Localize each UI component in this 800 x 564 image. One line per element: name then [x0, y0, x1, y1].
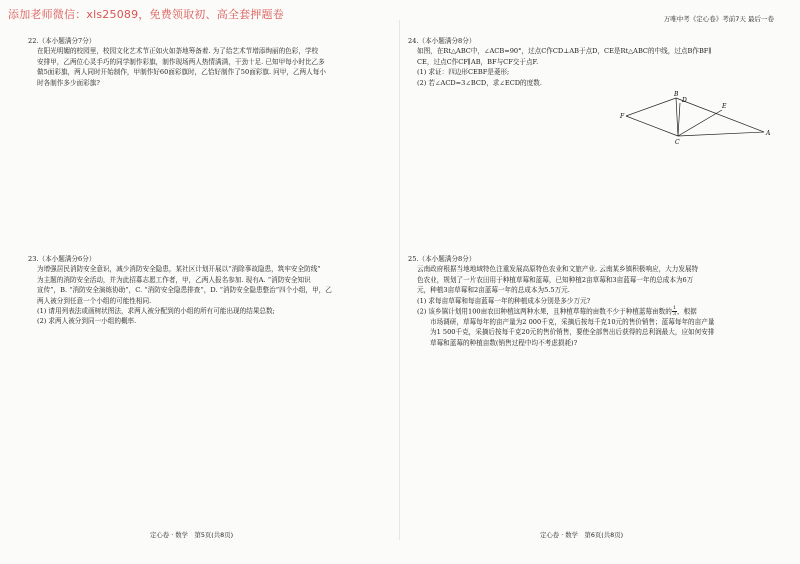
- point-d-label: D: [682, 97, 687, 104]
- fraction-denominator: 3: [672, 311, 676, 318]
- question-23-part-2: (2) 求两人被分到同一小组的概率.: [37, 317, 137, 326]
- point-c-label: C: [675, 139, 680, 146]
- question-25-part-2-line: 为1 500千克，采摘后按每千克20元的售价销售，要使全部售出后获得的总利润最大，应如何安排: [430, 328, 715, 337]
- question-25-line: 元，种植3亩草莓和2亩蓝莓一年的总成本为5.5万元.: [417, 286, 570, 295]
- question-25: [408, 254, 714, 348]
- question-25-part-2: [408, 306, 714, 317]
- question-22-head: 22.（本小题满分7分）: [28, 37, 96, 45]
- question-22-line: 在阳光明媚的校园里，校园文化艺术节正如火如荼地筹备着. 为了给艺术节增添绚丽的色彩，学校: [37, 47, 319, 56]
- segment-fb: [626, 98, 676, 116]
- fraction-numerator: 1: [672, 305, 676, 312]
- segment-fc: [626, 116, 678, 136]
- page-footer-left: 定心卷 · 数学 第5页(共8页): [150, 531, 234, 539]
- point-f-label: F: [620, 113, 625, 120]
- question-25-part-2-line: 草莓和蓝莓的种植亩数(销售过程中均不考虑损耗)?: [430, 338, 578, 347]
- page-footer-right: 定心卷 · 数学 第6页(共8页): [540, 531, 624, 539]
- question-22-body: [28, 46, 326, 88]
- question-23: [28, 254, 332, 327]
- question-23-line: 宣传”，B. “消防安全演练协助”，C. “消防安全隐患排查”，D. “消防安全隐患整治”四个小组，甲，乙: [37, 286, 332, 295]
- segment-cd: [678, 103, 680, 136]
- page-fold: [399, 20, 400, 540]
- question-24: [408, 36, 711, 88]
- question-23-body: [28, 264, 332, 306]
- point-b-label: B: [674, 91, 679, 98]
- question-23-part-1: (1) 请用列表法或画树状图法，求两人被分配到的小组的所有可能出现的结果总数;: [37, 307, 275, 316]
- point-e-label: E: [722, 103, 727, 110]
- question-25-body: [408, 264, 714, 295]
- question-25-part-2-line: 市场调研，草莓每年的亩产量为2 000千克，采摘后按每千克10元的售价销售；蓝莓每年的亩产量: [430, 318, 715, 327]
- running-head: 万唯中考《定心卷》考前7天 最后一卷: [663, 15, 774, 23]
- question-22-line: 时各制作多少面彩旗?: [37, 78, 100, 87]
- question-22: [28, 36, 326, 88]
- question-24-line: CE，过点C作CF∥AB，BF与CF交于点F.: [417, 57, 539, 66]
- question-24-head: 24.（本小题满分8分）: [408, 37, 476, 45]
- question-22-line: 安排甲，乙两位心灵手巧的同学制作彩旗，制作现场两人热情满满，干劲十足. 已知甲每小时比乙多: [37, 57, 325, 66]
- contact-watermark: 添加老师微信：xls25089，免费领取初、高全套押题卷: [8, 8, 284, 21]
- question-23-line: 为主题的消防安全活动，并为此招募志愿工作者，甲，乙两人报名参加. 现有A. “消防安全知识: [37, 275, 311, 284]
- question-22-line: 做5面彩旗，两人同时开始制作，甲制作好60面彩旗时，乙恰好制作了50面彩旗. 问甲，乙两人每小: [37, 68, 326, 77]
- geometry-diagram: [622, 90, 772, 150]
- segment-cb: [676, 98, 678, 136]
- question-23-line: 两人被分到任意一个小组的可能性相同.: [37, 296, 152, 305]
- question-25-part-1: (1) 求每亩草莓和每亩蓝莓一年的种植成本分别是多少万元?: [417, 296, 591, 305]
- segment-ca: [678, 132, 764, 136]
- question-24-figure: [622, 90, 772, 150]
- question-24-part-2: (2) 若∠ACD=3∠BCD，求∠ECD的度数.: [417, 78, 542, 87]
- question-25-head: 25.（本小题满分8分）: [408, 255, 476, 263]
- question-25-line: 云南政府根据当地地域特色注重发展高原特色农业和文旅产业. 云南某乡镇积极响应，大力发展特: [417, 265, 699, 274]
- question-24-line: 如图，在Rt△ABC中，∠ACB=90°，过点C作CD⊥AB于点D，CE是Rt△ABC的中线，过点B作BF∥: [417, 47, 712, 56]
- segment-ab: [676, 98, 764, 132]
- question-23-head: 23.（本小题满分6分）: [28, 255, 96, 263]
- question-25-part-2-end: ，根据: [677, 307, 697, 316]
- question-25-line: 色农业，规划了一片农田用于种植草莓和蓝莓，已知种植2亩草莓和3亩蓝莓一年的总成本为6万: [417, 275, 694, 284]
- segment-ce: [678, 110, 722, 136]
- point-a-label: A: [766, 130, 771, 137]
- question-25-part-2-start: (2) 该乡镇计划用100亩农田种植这两种水果，且种植草莓的亩数不少于种植蓝莓亩数的: [417, 307, 672, 316]
- question-23-line: 为增强居民消防安全意识，减少消防安全隐患，某社区计划开展以“消除事故隐患，筑牢安全防线”: [37, 265, 321, 274]
- question-25-part-2-body: [408, 317, 714, 348]
- question-24-part-1: (1) 求证：四边形CEBF是菱形;: [417, 68, 510, 77]
- question-24-body: [408, 46, 711, 67]
